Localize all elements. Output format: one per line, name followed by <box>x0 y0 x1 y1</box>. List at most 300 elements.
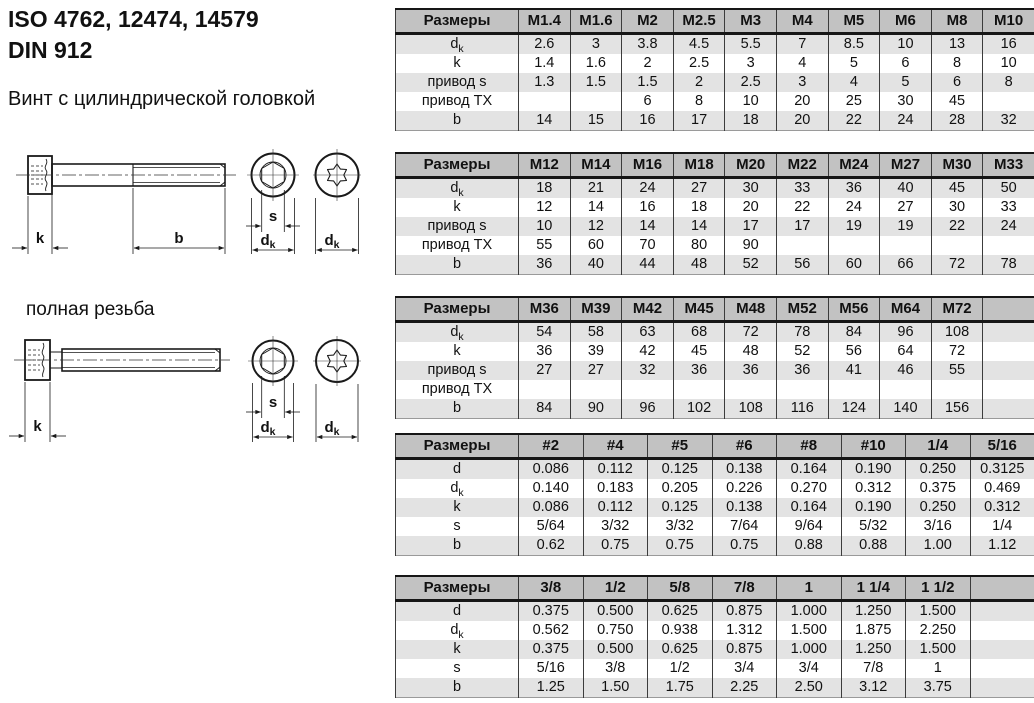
column-header: M22 <box>776 153 828 178</box>
table-row <box>396 517 1034 536</box>
table-cell: 6 <box>931 73 983 92</box>
table-cell: 84 <box>828 322 880 343</box>
table-cell <box>983 399 1034 419</box>
table-cell: 20 <box>725 198 777 217</box>
table-cell: 0.625 <box>648 640 713 659</box>
table-cell: 36 <box>725 361 777 380</box>
table-cell: 1.50 <box>583 678 648 698</box>
table-cell: 0.086 <box>519 459 584 480</box>
table-cell: 2.25 <box>712 678 777 698</box>
standards-title-line1: ISO 4762, 12474, 14579 <box>8 6 259 32</box>
table-cell: 0.112 <box>583 459 648 480</box>
table-cell: 14 <box>570 198 622 217</box>
standards-title-line2: DIN 912 <box>8 37 93 63</box>
column-header: M2 <box>622 9 674 34</box>
table-cell: 1.00 <box>906 536 971 556</box>
table-cell: 60 <box>570 236 622 255</box>
table-cell: 16 <box>983 34 1034 55</box>
table-cell: 17 <box>725 217 777 236</box>
table-cell: 36 <box>673 361 725 380</box>
table-cell: 20 <box>776 92 828 111</box>
column-header: M4 <box>776 9 828 34</box>
table-cell: 1.25 <box>519 678 584 698</box>
table-cell: 5/32 <box>841 517 906 536</box>
column-header: #8 <box>777 434 842 459</box>
header-row <box>396 153 1034 178</box>
table-cell: 1.5 <box>622 73 674 92</box>
table-cell: 6 <box>880 54 932 73</box>
column-header: M36 <box>519 297 571 322</box>
column-header: M1.4 <box>519 9 571 34</box>
hex-socket-end-view <box>247 149 299 201</box>
table-cell: 8 <box>931 54 983 73</box>
table-cell <box>880 380 932 399</box>
table-row <box>396 236 1034 255</box>
table-cell: 56 <box>776 255 828 275</box>
table-cell: 36 <box>828 178 880 199</box>
table-cell: 1/4 <box>970 517 1034 536</box>
table-cell: 108 <box>725 399 777 419</box>
row-label: b <box>396 111 519 131</box>
column-header: #5 <box>648 434 713 459</box>
torx-socket-end-view <box>313 149 361 201</box>
table-cell: 63 <box>622 322 674 343</box>
column-header: M56 <box>828 297 880 322</box>
dimension-label-s: s <box>268 208 278 225</box>
table-row <box>396 498 1034 517</box>
table-cell: 3/8 <box>583 659 648 678</box>
row-label: $d_k$ <box>396 178 519 199</box>
table-cell: 64 <box>880 342 932 361</box>
table-cell: 0.164 <box>777 459 842 480</box>
table-cell <box>983 342 1034 361</box>
table-cell: 0.75 <box>583 536 648 556</box>
table-cell <box>970 640 1034 659</box>
table-cell: 45 <box>931 178 983 199</box>
table-cell <box>519 380 571 399</box>
table-cell: 1.312 <box>712 621 777 640</box>
column-header: M48 <box>725 297 777 322</box>
row-label: $d_k$ <box>396 322 519 343</box>
row-label: d <box>396 601 519 622</box>
table-cell: 41 <box>828 361 880 380</box>
dimension-label-dk: $d_k$ <box>260 232 276 251</box>
table-cell <box>622 380 674 399</box>
table-cell: 0.138 <box>712 459 777 480</box>
dimension-table-inch-fraction-sizes <box>395 575 1034 698</box>
table-cell: 1.6 <box>570 54 622 73</box>
table-cell: 96 <box>880 322 932 343</box>
table-cell: 44 <box>622 255 674 275</box>
table-cell: 6 <box>622 92 674 111</box>
row-label: $d_k$ <box>396 621 519 640</box>
table-cell: 0.270 <box>777 479 842 498</box>
table-cell <box>828 236 880 255</box>
column-header: M24 <box>828 153 880 178</box>
column-header: M6 <box>880 9 932 34</box>
table-cell: 0.875 <box>712 640 777 659</box>
table-row <box>396 73 1034 92</box>
column-header: 3/8 <box>519 576 584 601</box>
table-cell: 0.205 <box>648 479 713 498</box>
table-cell <box>970 678 1034 698</box>
dimension-label-s: s <box>268 394 278 411</box>
size-column-header: Размеры <box>396 434 519 459</box>
table-cell: 5.5 <box>725 34 777 55</box>
row-label: $d_k$ <box>396 34 519 55</box>
table-cell: 3 <box>725 54 777 73</box>
column-header: 7/8 <box>712 576 777 601</box>
table-cell: 27 <box>519 361 571 380</box>
table-cell <box>970 659 1034 678</box>
row-label: привод TX <box>396 92 519 111</box>
table-cell: 27 <box>570 361 622 380</box>
column-header: M16 <box>622 153 674 178</box>
column-header: M1.6 <box>570 9 622 34</box>
table-cell: 3.12 <box>841 678 906 698</box>
table-cell: 0.138 <box>712 498 777 517</box>
table-cell: 18 <box>519 178 571 199</box>
size-column-header: Размеры <box>396 576 519 601</box>
column-header: M3 <box>725 9 777 34</box>
table-cell: 0.3125 <box>970 459 1034 480</box>
column-header: #6 <box>712 434 777 459</box>
table-cell: 5 <box>880 73 932 92</box>
row-label: привод TX <box>396 236 519 255</box>
table-cell <box>776 380 828 399</box>
table-cell: 66 <box>880 255 932 275</box>
table-cell: 25 <box>828 92 880 111</box>
row-label: b <box>396 536 519 556</box>
row-label: $d_k$ <box>396 479 519 498</box>
table-cell: 19 <box>828 217 880 236</box>
screw-side-view <box>16 156 236 194</box>
table-cell: 42 <box>622 342 674 361</box>
table-cell: 0.125 <box>648 459 713 480</box>
table-row <box>396 92 1034 111</box>
table-cell: 0.226 <box>712 479 777 498</box>
table-cell: 156 <box>931 399 983 419</box>
table-cell: 32 <box>983 111 1034 131</box>
table-cell: 0.375 <box>519 601 584 622</box>
column-header: #10 <box>841 434 906 459</box>
table-cell: 1.5 <box>570 73 622 92</box>
table-inch-fraction-sizes <box>395 575 1034 698</box>
table-cell <box>673 380 725 399</box>
table-row <box>396 322 1034 343</box>
table-row <box>396 640 1034 659</box>
table-cell: 140 <box>880 399 932 419</box>
table-row <box>396 255 1034 275</box>
screw-side-view <box>14 340 230 380</box>
column-header: M52 <box>776 297 828 322</box>
table-cell: 3/4 <box>777 659 842 678</box>
table-row <box>396 678 1034 698</box>
table-cell: 7/64 <box>712 517 777 536</box>
dimension-label-k: k <box>33 418 42 435</box>
table-row <box>396 198 1034 217</box>
table-cell: 96 <box>622 399 674 419</box>
table-cell: 24 <box>983 217 1034 236</box>
table-cell: 7/8 <box>841 659 906 678</box>
table-cell: 14 <box>673 217 725 236</box>
table-cell: 45 <box>931 92 983 111</box>
row-label: d <box>396 459 519 480</box>
row-label: b <box>396 399 519 419</box>
row-label: k <box>396 498 519 517</box>
table-cell: 5 <box>828 54 880 73</box>
table-cell: 18 <box>725 111 777 131</box>
table-row <box>396 380 1034 399</box>
table-cell: 48 <box>725 342 777 361</box>
size-column-header: Размеры <box>396 9 519 34</box>
table-cell: 16 <box>622 111 674 131</box>
table-cell: 5/16 <box>519 659 584 678</box>
row-label: k <box>396 54 519 73</box>
table-row <box>396 361 1034 380</box>
row-label: s <box>396 659 519 678</box>
table-cell: 18 <box>673 198 725 217</box>
column-header: 1/2 <box>583 576 648 601</box>
column-header: 1/4 <box>906 434 971 459</box>
column-header: M5 <box>828 9 880 34</box>
table-cell: 46 <box>880 361 932 380</box>
table-cell <box>983 380 1034 399</box>
dimension-label-k: k <box>35 230 45 247</box>
table-cell: 72 <box>931 342 983 361</box>
column-header: 5/16 <box>970 434 1034 459</box>
table-cell: 56 <box>828 342 880 361</box>
table-cell: 39 <box>570 342 622 361</box>
table-cell: 9/64 <box>777 517 842 536</box>
table-cell: 108 <box>931 322 983 343</box>
table-cell: 52 <box>776 342 828 361</box>
table-cell: 78 <box>776 322 828 343</box>
row-label: k <box>396 342 519 361</box>
table-cell: 1.3 <box>519 73 571 92</box>
table-cell: 0.875 <box>712 601 777 622</box>
table-cell: 124 <box>828 399 880 419</box>
column-header: M30 <box>931 153 983 178</box>
dimension-table-inch-number-sizes <box>395 433 1034 556</box>
table-cell: 0.312 <box>841 479 906 498</box>
row-label: привод s <box>396 73 519 92</box>
table-cell: 21 <box>570 178 622 199</box>
table-cell: 17 <box>673 111 725 131</box>
column-header: M8 <box>931 9 983 34</box>
table-cell: 5/64 <box>519 517 584 536</box>
table-cell: 3/32 <box>583 517 648 536</box>
table-cell: 3.8 <box>622 34 674 55</box>
table-row <box>396 111 1034 131</box>
table-cell <box>519 92 571 111</box>
row-label: привод s <box>396 217 519 236</box>
column-header: 1 1/4 <box>841 576 906 601</box>
table-cell: 24 <box>622 178 674 199</box>
column-header: M45 <box>673 297 725 322</box>
table-cell: 58 <box>570 322 622 343</box>
column-header: M20 <box>725 153 777 178</box>
column-header: M10 <box>983 9 1034 34</box>
table-cell: 24 <box>828 198 880 217</box>
table-cell: 2 <box>673 73 725 92</box>
table-cell: 30 <box>880 92 932 111</box>
dimension-label-dk: $d_k$ <box>260 419 276 438</box>
table-cell: 22 <box>828 111 880 131</box>
table-cell: 0.750 <box>583 621 648 640</box>
table-cell: 4 <box>828 73 880 92</box>
dimension-table-metric-m12-m33 <box>395 152 1034 275</box>
table-cell: 33 <box>983 198 1034 217</box>
column-header: 1 1/2 <box>906 576 971 601</box>
table-cell: 14 <box>519 111 571 131</box>
table-cell: 2.250 <box>906 621 971 640</box>
table-cell <box>725 380 777 399</box>
dimension-label-dk: $d_k$ <box>324 232 340 251</box>
table-cell: 0.183 <box>583 479 648 498</box>
dimension-table-metric-m36-m72 <box>395 296 1034 419</box>
table-cell: 45 <box>673 342 725 361</box>
table-cell: 20 <box>776 111 828 131</box>
column-header: #4 <box>583 434 648 459</box>
table-cell: 32 <box>622 361 674 380</box>
table-cell: 0.140 <box>519 479 584 498</box>
table-cell: 54 <box>519 322 571 343</box>
table-cell: 3.75 <box>906 678 971 698</box>
table-cell: 55 <box>931 361 983 380</box>
table-cell: 0.500 <box>583 640 648 659</box>
column-header: M12 <box>519 153 571 178</box>
table-cell: 8 <box>673 92 725 111</box>
table-cell: 0.75 <box>712 536 777 556</box>
table-cell: 80 <box>673 236 725 255</box>
table-cell: 1.500 <box>777 621 842 640</box>
table-cell <box>931 236 983 255</box>
row-label: привод TX <box>396 380 519 399</box>
table-cell: 0.190 <box>841 498 906 517</box>
dimension-label-dk: $d_k$ <box>324 419 340 438</box>
table-cell: 3/16 <box>906 517 971 536</box>
table-cell: 60 <box>828 255 880 275</box>
size-column-header: Размеры <box>396 297 519 322</box>
table-cell: 1.000 <box>777 601 842 622</box>
column-header: M72 <box>931 297 983 322</box>
table-cell: 55 <box>519 236 571 255</box>
row-label: s <box>396 517 519 536</box>
table-metric-m1.4-m10 <box>395 8 1034 131</box>
table-cell: 10 <box>519 217 571 236</box>
column-header: #2 <box>519 434 584 459</box>
table-cell: 10 <box>725 92 777 111</box>
table-cell: 90 <box>570 399 622 419</box>
table-cell: 52 <box>725 255 777 275</box>
column-header: M33 <box>983 153 1034 178</box>
table-cell: 0.469 <box>970 479 1034 498</box>
screw-drawing-full-thread <box>0 330 392 462</box>
header-row <box>396 434 1034 459</box>
table-cell: 36 <box>519 255 571 275</box>
table-cell: 30 <box>725 178 777 199</box>
table-cell <box>983 322 1034 343</box>
table-cell: 2 <box>622 54 674 73</box>
table-cell: 22 <box>776 198 828 217</box>
table-row <box>396 479 1034 498</box>
table-cell: 1 <box>906 659 971 678</box>
table-metric-m36-m72 <box>395 296 1034 419</box>
row-label: привод s <box>396 361 519 380</box>
table-cell: 27 <box>880 198 932 217</box>
full-thread-caption: полная резьба <box>26 299 155 320</box>
column-header: M18 <box>673 153 725 178</box>
table-cell: 72 <box>931 255 983 275</box>
title-block <box>8 4 315 111</box>
column-header <box>983 297 1034 322</box>
table-cell: 1.75 <box>648 678 713 698</box>
column-header <box>970 576 1034 601</box>
table-cell: 7 <box>776 34 828 55</box>
table-cell: 8 <box>983 73 1034 92</box>
table-cell: 27 <box>673 178 725 199</box>
table-row <box>396 459 1034 480</box>
header-row <box>396 576 1034 601</box>
column-header: M14 <box>570 153 622 178</box>
table-cell <box>570 380 622 399</box>
hex-socket-end-view <box>248 336 298 386</box>
table-row <box>396 342 1034 361</box>
table-cell: 84 <box>519 399 571 419</box>
table-cell: 0.086 <box>519 498 584 517</box>
table-cell: 68 <box>673 322 725 343</box>
table-cell: 72 <box>725 322 777 343</box>
column-header: M2.5 <box>673 9 725 34</box>
table-metric-m12-m33 <box>395 152 1034 275</box>
table-row <box>396 217 1034 236</box>
table-cell <box>570 92 622 111</box>
table-row <box>396 54 1034 73</box>
table-row <box>396 399 1034 419</box>
torx-socket-end-view <box>313 336 361 386</box>
table-cell: 10 <box>983 54 1034 73</box>
table-row <box>396 659 1034 678</box>
table-cell: 0.562 <box>519 621 584 640</box>
table-cell: 3 <box>776 73 828 92</box>
table-cell: 36 <box>519 342 571 361</box>
dimension-label-b: b <box>174 230 184 247</box>
table-cell <box>931 380 983 399</box>
table-cell: 3/32 <box>648 517 713 536</box>
table-cell: 116 <box>776 399 828 419</box>
table-cell: 12 <box>519 198 571 217</box>
row-label: b <box>396 255 519 275</box>
column-header: 5/8 <box>648 576 713 601</box>
size-column-header: Размеры <box>396 153 519 178</box>
table-cell: 33 <box>776 178 828 199</box>
table-cell: 0.190 <box>841 459 906 480</box>
table-cell: 19 <box>880 217 932 236</box>
table-cell: 0.250 <box>906 498 971 517</box>
table-cell: 28 <box>931 111 983 131</box>
product-name: Винт с цилиндрической головкой <box>8 88 316 110</box>
column-header: M64 <box>880 297 932 322</box>
table-cell: 2.6 <box>519 34 571 55</box>
table-cell: 1.250 <box>841 601 906 622</box>
column-header: M42 <box>622 297 674 322</box>
table-cell <box>970 601 1034 622</box>
table-cell: 24 <box>880 111 932 131</box>
table-cell: 0.88 <box>841 536 906 556</box>
table-cell: 90 <box>725 236 777 255</box>
table-cell: 0.88 <box>777 536 842 556</box>
